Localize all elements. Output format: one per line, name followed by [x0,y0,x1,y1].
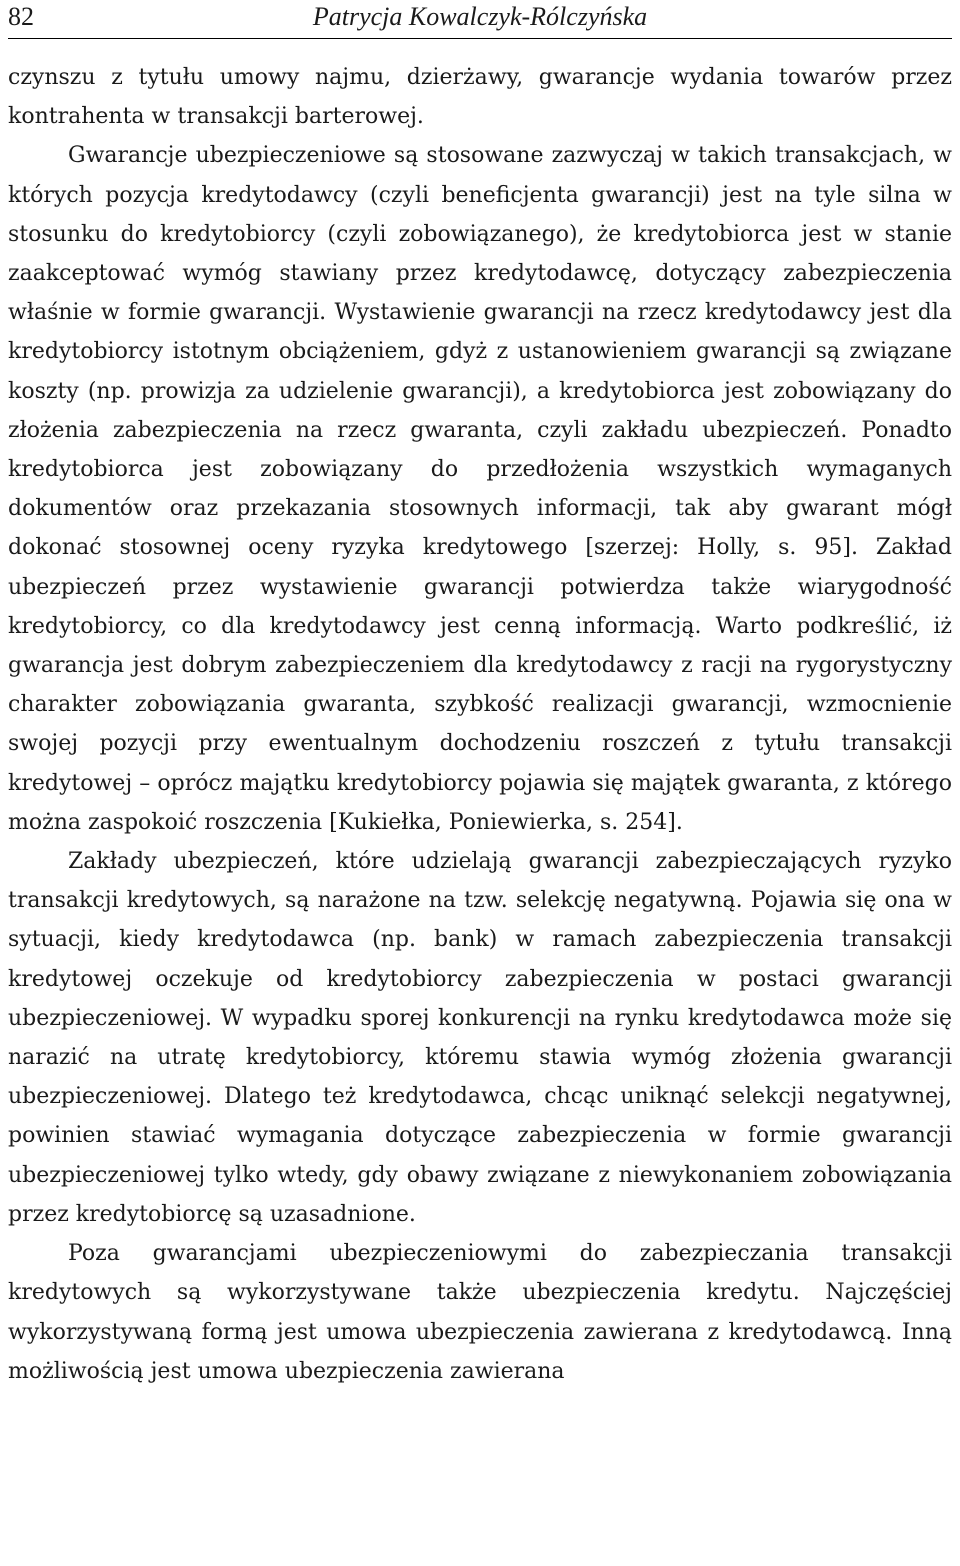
running-head-author: Patrycja Kowalczyk-Rólczyńska [312,2,648,31]
page-number: 82 [8,2,34,31]
paragraph-4: Poza gwarancjami ubezpieczeniowymi do zabezpieczania transakcji kredytowych są wykorzystywane także ubezpieczenia kredytu. Najczęściej wykorzystywaną formą jest umowa ubezpieczenia zawierana z kredytodawcą. Inną możliwością jest umowa ubezpieczenia zawierana [8,1241,952,1384]
paragraph-3: Zakłady ubezpieczeń, które udzielają gwarancji zabezpieczających ryzyko transakcji kredytowych, są narażone na tzw. selekcję negatywną. Pojawia się ona w sytuacji, kiedy kredytodawca (np. bank) w ramach zabezpieczenia transakcji kredytowej oczekuje od kredytobiorcy zabezpieczenia w postaci gwarancji ubezpieczeniowej. W wypadku sporej konkurencji na rynku kredytodawca może się narazić na utratę kredytobiorcy, któremu stawia wymóg złożenia gwarancji ubezpieczeniowej. Dlatego też kredytodawca, chcąc uniknąć selekcji negatywnej, powinien stawiać wymagania dotyczące zabezpieczenia w formie gwarancji ubezpieczeniowej tylko wtedy, gdy obawy związane z niewykonaniem zobowiązania przez kredytobiorcę są uzasadnione. [8,849,952,1227]
paragraph-1: czynszu z tytułu umowy najmu, dzierżawy, gwarancje wydania towarów przez kontrahenta w transakcji barterowej. [8,65,952,130]
paragraph-2: Gwarancje ubezpieczeniowe są stosowane zazwyczaj w takich transakcjach, w których pozycja kredytodawcy (czyli beneficjenta gwarancji) jest na tyle silna w stosunku do kredytobiorcy (czyli zobowiązanego), że kredytobiorca jest w stanie zaakceptować wymóg stawiany przez kredytodawcę, dotyczący zabezpieczenia właśnie w formie gwarancji. Wystawienie gwarancji na rzecz kredytodawcy jest dla kredytobiorcy istotnym obciążeniem, gdyż z ustanowieniem gwarancji są związane koszty (np. prowizja za udzielenie gwarancji), a kredytobiorca jest zobowiązany do złożenia zabezpieczenia na rzecz gwaranta, czyli zakładu ubezpieczeń. Ponadto kredytobiorca jest zobowiązany do przedłożenia wszystkich wymaganych dokumentów oraz przekazania stosownych informacji, tak aby gwarant mógł dokonać stosownej oceny ryzyka kredytowego [szerzej: Holly, s. 95]. Zakład ubezpieczeń przez wystawienie gwarancji potwierdza także wiarygodność kredytobiorcy, co dla kredytodawcy jest cenną informacją. Warto podkreślić, iż gwarancja jest dobrym zabezpieczeniem dla kredytodawcy z racji na rygorystyczny charakter zobowiązania gwaranta, szybkość realizacji gwarancji, wzmocnienie swojej pozycji przy ewentualnym dochodzeniu roszczeń z tytułu transakcji kredytowej – oprócz majątku kredytobiorcy pojawia się majątek gwaranta, z którego można zaspokoić roszczenia [Kukiełka, Poniewierka, s. 254]. [8,143,952,835]
body-text [8,58,952,1391]
page-header [8,0,952,39]
